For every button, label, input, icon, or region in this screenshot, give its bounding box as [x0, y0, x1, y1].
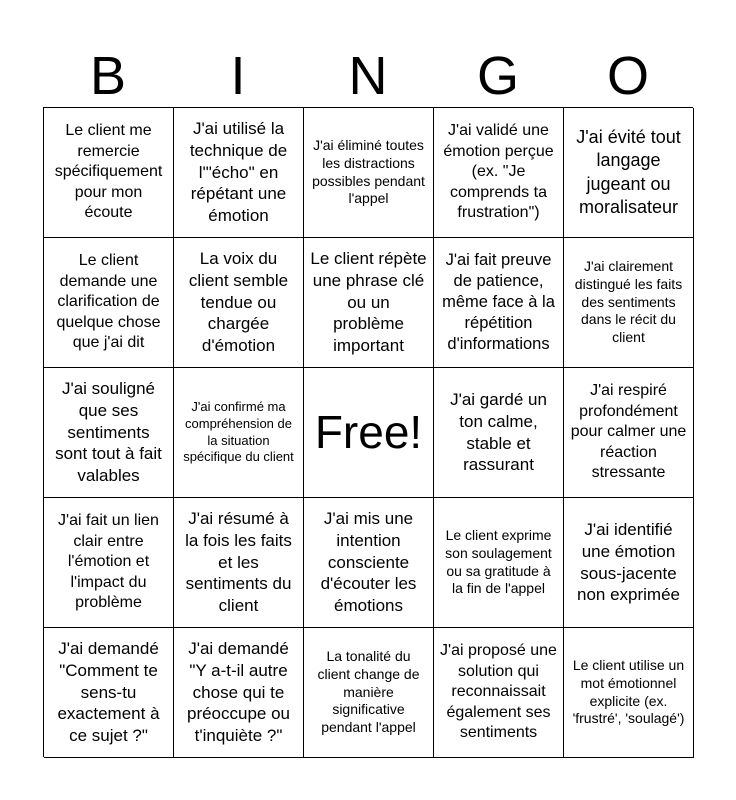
bingo-cell[interactable]	[564, 628, 694, 758]
bingo-cell[interactable]	[564, 368, 694, 498]
header-letter-o: O	[606, 46, 649, 106]
cell-text: J'ai identifié une émotion sous-jacente non exprimée	[576, 520, 680, 605]
cell-text: Le client répète une phrase clé ou un problème important	[310, 249, 427, 356]
cell-text: J'ai évité tout langage jugeant ou moralisateur	[576, 127, 681, 217]
bingo-cell[interactable]	[564, 498, 694, 628]
bingo-cell[interactable]	[434, 108, 564, 238]
cell-text: J'ai gardé un ton calme, stable et rassurant	[450, 390, 547, 475]
bingo-cell[interactable]	[174, 628, 304, 758]
cell-text: Le client me remercie spécifiquement pour mon écoute	[54, 122, 163, 222]
bingo-cell[interactable]	[44, 628, 174, 758]
bingo-cell[interactable]	[304, 108, 434, 238]
bingo-cell[interactable]	[44, 368, 174, 498]
bingo-cell[interactable]	[564, 108, 694, 238]
bingo-cell[interactable]	[174, 498, 304, 628]
bingo-cell[interactable]	[434, 238, 564, 368]
cell-text: J'ai demandé "Comment te sens-tu exactement à ce sujet ?"	[57, 639, 160, 746]
bingo-cell[interactable]	[434, 628, 564, 758]
bingo-cell[interactable]	[174, 368, 304, 498]
header-letter-g: G	[476, 46, 519, 106]
cell-text: J'ai fait un lien clair entre l'émotion et l'impact du problème	[58, 512, 159, 612]
bingo-cell[interactable]	[434, 368, 564, 498]
cell-text: J'ai confirmé ma compréhension de la situation spécifique du client	[183, 399, 294, 465]
bingo-cell[interactable]	[44, 108, 174, 238]
bingo-cell[interactable]	[304, 498, 434, 628]
cell-text: J'ai proposé une solution qui reconnaissait également ses sentiments	[440, 642, 557, 742]
cell-text: J'ai utilisé la technique de l'"écho" en répétant une émotion	[189, 119, 288, 226]
bingo-cell[interactable]	[304, 628, 434, 758]
free-space-text: Free!	[314, 406, 423, 459]
cell-text: Le client demande une clarification de quelque chose que j'ai dit	[56, 252, 161, 352]
bingo-cell[interactable]	[44, 498, 174, 628]
bingo-cell[interactable]	[564, 238, 694, 368]
cell-text: J'ai résumé à la fois les faits et les sentiments du client	[185, 509, 292, 616]
bingo-cell[interactable]	[174, 238, 304, 368]
header-letter-i: I	[230, 46, 246, 106]
bingo-cell[interactable]	[174, 108, 304, 238]
cell-text: La tonalité du client change de manière significative pendant l'appel	[317, 647, 420, 736]
header-letter-b: B	[89, 46, 127, 106]
bingo-header	[43, 44, 693, 108]
cell-text: J'ai mis une intention consciente d'écouter les émotions	[320, 509, 417, 616]
cell-text: J'ai validé une émotion perçue (ex. "Je comprends ta frustration")	[443, 122, 554, 222]
bingo-cell-free[interactable]	[304, 368, 434, 498]
cell-text: La voix du client semble tendue ou chargée d'émotion	[188, 249, 289, 356]
bingo-cell[interactable]	[44, 238, 174, 368]
cell-text: J'ai respiré profondément pour calmer une réaction stressante	[570, 382, 687, 482]
bingo-grid	[43, 107, 693, 757]
bingo-cell[interactable]	[434, 498, 564, 628]
bingo-cell[interactable]	[304, 238, 434, 368]
cell-text: Le client utilise un mot émotionnel explicite (ex. 'frustré', 'soulagé')	[572, 656, 685, 727]
cell-text: J'ai éliminé toutes les distractions possibles pendant l'appel	[312, 136, 425, 207]
cell-text: J'ai clairement distingué les faits des sentiments dans le récit du client	[574, 257, 683, 346]
cell-text: J'ai souligné que ses sentiments sont tout à fait valables	[55, 379, 162, 486]
cell-text: Le client exprime son soulagement ou sa gratitude à la fin de l'appel	[445, 526, 552, 597]
header-letter-n: N	[348, 46, 388, 106]
cell-text: J'ai demandé "Y a-t-il autre chose qui te préoccupe ou t'inquiète ?"	[186, 639, 291, 746]
cell-text: J'ai fait preuve de patience, même face à la répétition d'informations	[442, 250, 555, 354]
